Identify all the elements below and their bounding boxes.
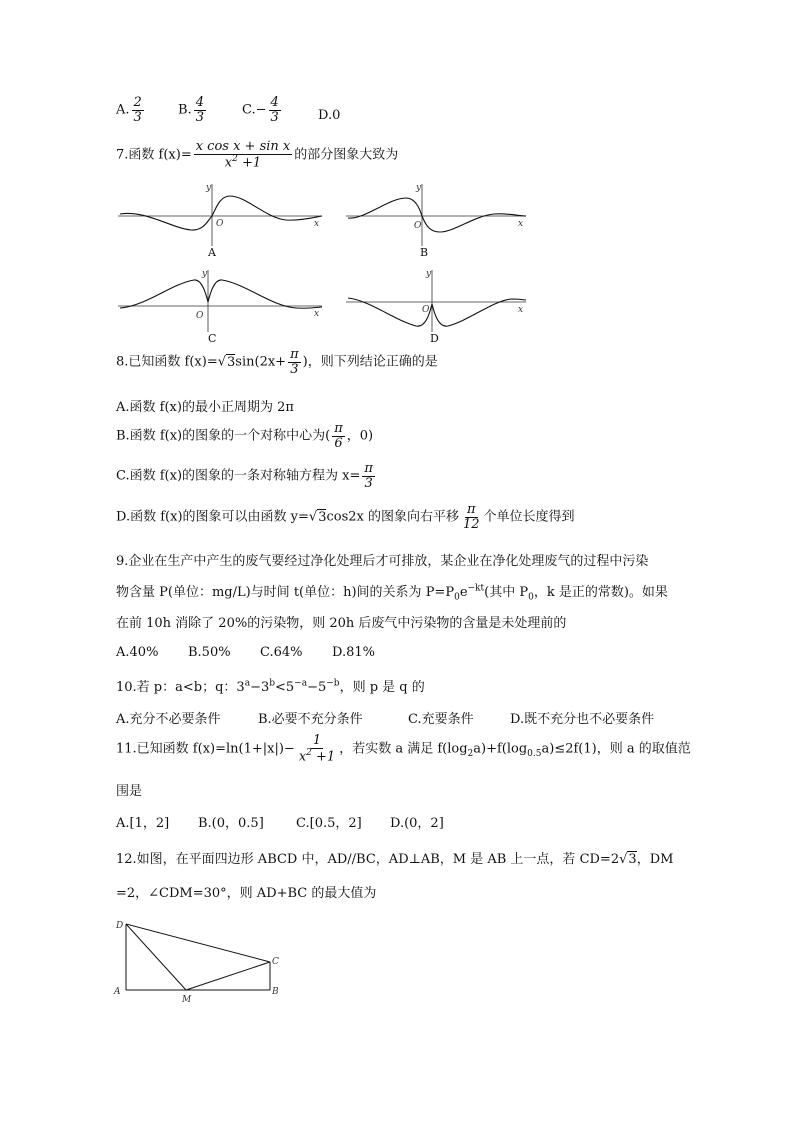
q11-option-b: B.(0，0.5] <box>198 816 264 831</box>
segment-dm <box>126 924 186 990</box>
svg-text:O: O <box>414 221 422 231</box>
q10-option-c: C.充要条件 <box>408 712 474 727</box>
q10-option-d: D.既不充分也不必要条件 <box>510 712 655 727</box>
q7-graph-b <box>344 180 529 250</box>
q8-option-d: D.函数 f(x)的图象可以由函数 y=√3cos2x 的图象向右平移 $\frac{\pi}{12}$ 个单位长度得到 <box>116 502 575 532</box>
q7-label-c: C <box>208 332 217 345</box>
segment-mc <box>186 962 270 990</box>
q7-graph-d <box>344 266 529 336</box>
svg-text:O: O <box>422 305 430 315</box>
q8-option-c: C.函数 f(x)的图象的一条对称轴方程为 x= $\frac{\pi}{3}$ <box>116 461 373 491</box>
segment-dc <box>126 924 270 962</box>
q7-label-d: D <box>430 332 439 345</box>
point-c: C <box>272 957 279 967</box>
svg-text:x: x <box>518 305 524 315</box>
svg-text:x: x <box>314 219 320 229</box>
q11-option-d: D.(0，2] <box>390 816 444 831</box>
point-a: A <box>114 987 121 997</box>
svg-text:y: y <box>202 269 208 279</box>
q11-stem: 11.已知函数 f(x)=ln(1+|x|)− $\frac{1}{x^2 +1}$ ，若实数 a 满足 $f(\log_2a)+f(\log_{0.5}a)\le 2f(1)$，则 a 的取值范 <box>116 733 691 764</box>
q9-line-2: 物含量 P(单位：mg/L)与时间 t(单位：h)间的关系为 $P=P_0e^{-kt}$(其中 $P_0$，k 是正的常数)。如果 <box>116 583 668 603</box>
q9-option-a: A.40% <box>116 645 159 660</box>
q10-option-a: A.充分不必要条件 <box>116 712 221 727</box>
q8-option-a: A.函数 f(x)的最小正周期为 2π <box>116 400 294 415</box>
q11-option-c: C.[0.5，2] <box>296 816 362 831</box>
q7-stem: 7.函数 f(x)= $\frac{\text{x cos x + sin x}}{x^2 +1}$ 的部分图象大致为 <box>116 139 399 170</box>
point-d: D <box>116 921 124 931</box>
point-m: M <box>182 995 192 1005</box>
svg-text:y: y <box>206 183 212 193</box>
q12-line-2: =2，∠CDM=30°，则 AD+BC 的最大值为 <box>116 886 377 901</box>
svg-text:y: y <box>426 269 432 279</box>
q8-stem: 8.已知函数 f(x)=√3sin(2x+ $\frac{\pi}{3}$ )，则下列结论正确的是 <box>116 347 438 377</box>
q6-option-a: A. $\frac{2}{3}$ <box>116 95 142 125</box>
q7-graph-a <box>116 180 326 250</box>
q9-option-b: B.50% <box>188 645 231 660</box>
q9-option-d: D.81% <box>332 645 375 660</box>
q11-option-a: A.[1，2] <box>116 816 170 831</box>
q9-line-1: 9.企业在生产中产生的废气要经过净化处理后才可排放，某企业在净化处理废气的过程中污染 <box>116 554 649 569</box>
q12-figure <box>110 916 290 1006</box>
q10-stem: 10.若 p：a<b；q：$3^a-3^b<5^{-a}-5^{-b}$，则 p 是 q 的 <box>116 678 425 695</box>
svg-text:x: x <box>314 309 320 319</box>
svg-text:O: O <box>196 311 204 321</box>
point-b: B <box>272 987 279 997</box>
q12-line-1: 12.如图，在平面四边形 ABCD 中，AD//BC，AD⊥AB，M 是 AB 上一点，若 CD=2√3，DM <box>116 852 674 867</box>
q9-line-3: 在前 10h 消除了 20%的污染物，则 20h 后废气中污染物的含量是未处理前的 <box>116 616 567 631</box>
q6-option-d: D.0 <box>318 108 341 123</box>
svg-text:x: x <box>518 219 524 229</box>
svg-text:O: O <box>216 219 224 229</box>
q6-option-b: B. $\frac{4}{3}$ <box>178 95 204 125</box>
q11-line-2: 围是 <box>116 784 143 799</box>
q7-label-a: A <box>208 246 216 259</box>
q8-option-b: B.函数 f(x)的图象的一个对称中心为( $\frac{\pi}{6}$ ，0) <box>116 421 374 451</box>
q6-option-c: C.− $\frac{4}{3}$ <box>242 95 279 125</box>
q10-option-b: B.必要不充分条件 <box>258 712 363 727</box>
q7-graph-c <box>116 266 326 336</box>
q7-label-b: B <box>420 246 429 259</box>
svg-text:y: y <box>416 183 422 193</box>
q9-option-c: C.64% <box>260 645 303 660</box>
